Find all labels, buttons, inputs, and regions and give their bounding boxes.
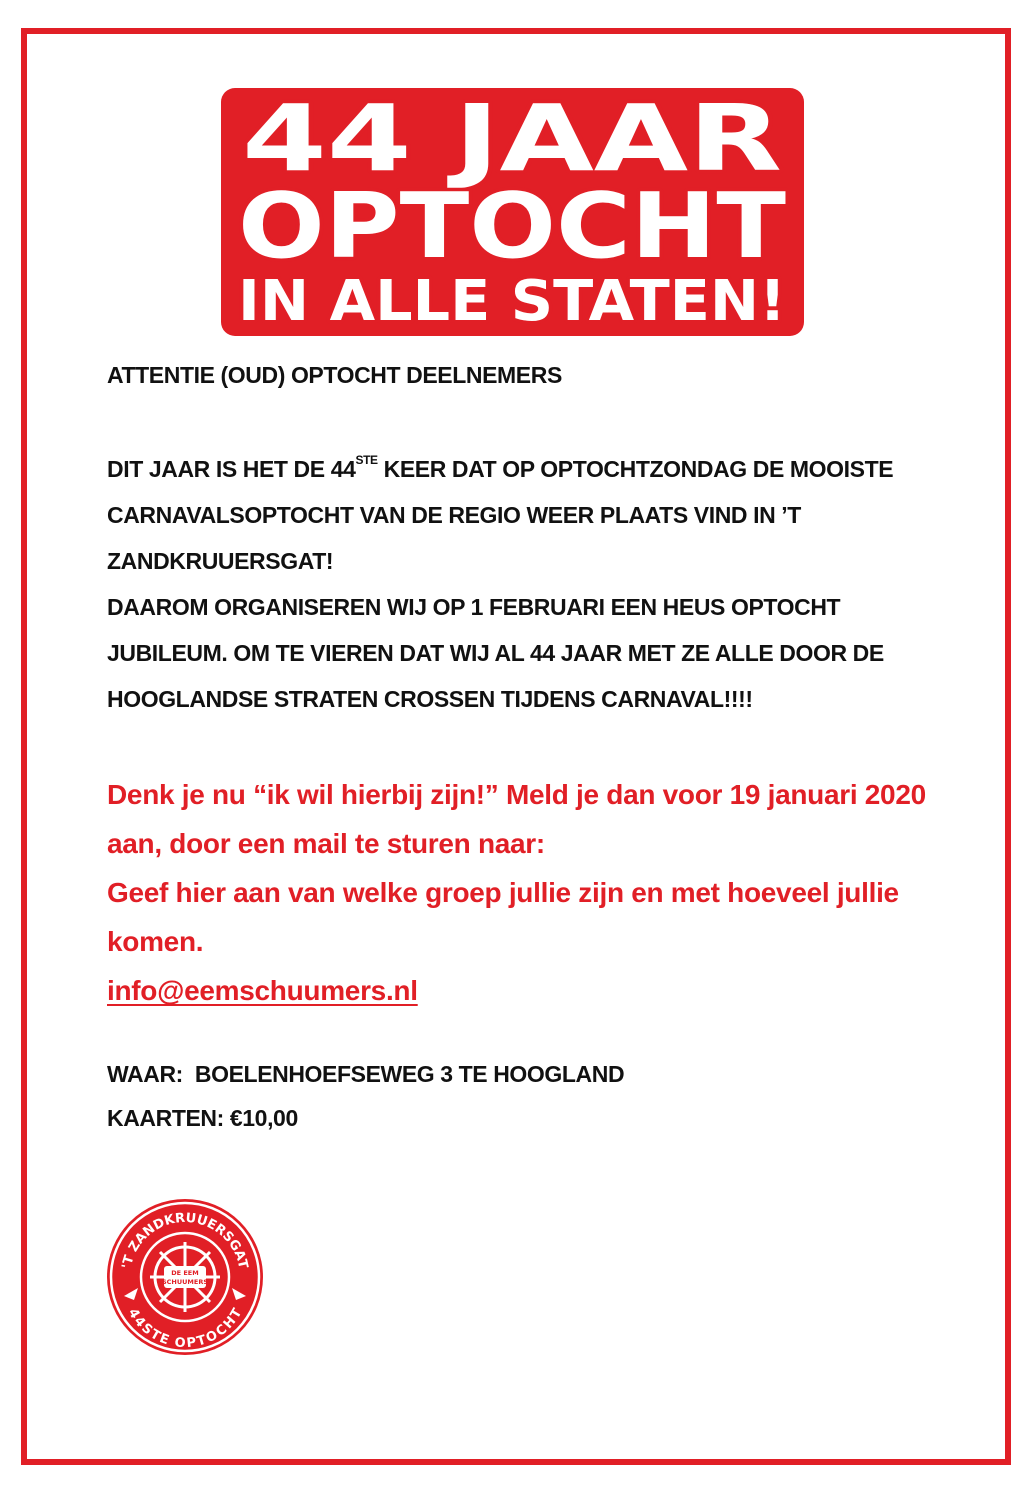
announcement-heading: ATTENTIE (OUD) OPTOCHT DEELNEMERS xyxy=(107,362,562,388)
event-details xyxy=(107,1052,927,1140)
tickets-line: KAARTEN: €10,00 xyxy=(107,1105,298,1131)
logo-line-3: IN ALLE STATEN! xyxy=(238,269,786,334)
logo-line-1: 44 JAAR xyxy=(242,85,782,192)
email-link[interactable]: info@eemschuumers.nl xyxy=(107,975,418,1006)
club-badge-logo xyxy=(104,1196,266,1358)
badge-bottom-text: 44STE OPTOCHT xyxy=(124,1306,246,1352)
badge-center-text-1: DE EEM xyxy=(171,1269,199,1277)
announcement-body xyxy=(107,446,927,722)
logo-line-2: OPTOCHT xyxy=(238,174,786,279)
intro-paragraph: DIT JAAR IS HET DE 44STE KEER DAT OP OPTOCHTZONDAG DE MOOISTE CARNAVALSOPTOCHT VAN DE REGIO WEER PLAATS VIND IN ’T ZANDKRUUERSGAT! xyxy=(107,453,894,574)
location-line: WAAR: BOELENHOEFSEWEG 3 TE HOOGLAND xyxy=(107,1061,625,1087)
event-logo xyxy=(215,82,810,342)
badge-top-text: 'T ZANDKRUUERSGAT xyxy=(119,1210,251,1270)
badge-center-text-2: SCHUUMERS xyxy=(161,1278,209,1286)
jubilee-paragraph: DAAROM ORGANISEREN WIJ OP 1 FEBRUARI EEN HEUS OPTOCHT JUBILEUM. OM TE VIEREN DAT WIJ AL 44 JAAR MET ZE ALLE DOOR DE HOOGLANDSE STRATEN CROSSEN TIJDENS CARNAVAL!!!! xyxy=(107,594,884,712)
ordinal-suffix: STE xyxy=(355,453,378,467)
group-instruction: Geef hier aan van welke groep jullie zijn en met hoeveel jullie komen. xyxy=(107,877,899,957)
call-to-action xyxy=(107,770,927,1015)
signup-instruction: Denk je nu “ik wil hierbij zijn!” Meld je dan voor 19 januari 2020 aan, door een mail te sturen naar: xyxy=(107,779,926,859)
